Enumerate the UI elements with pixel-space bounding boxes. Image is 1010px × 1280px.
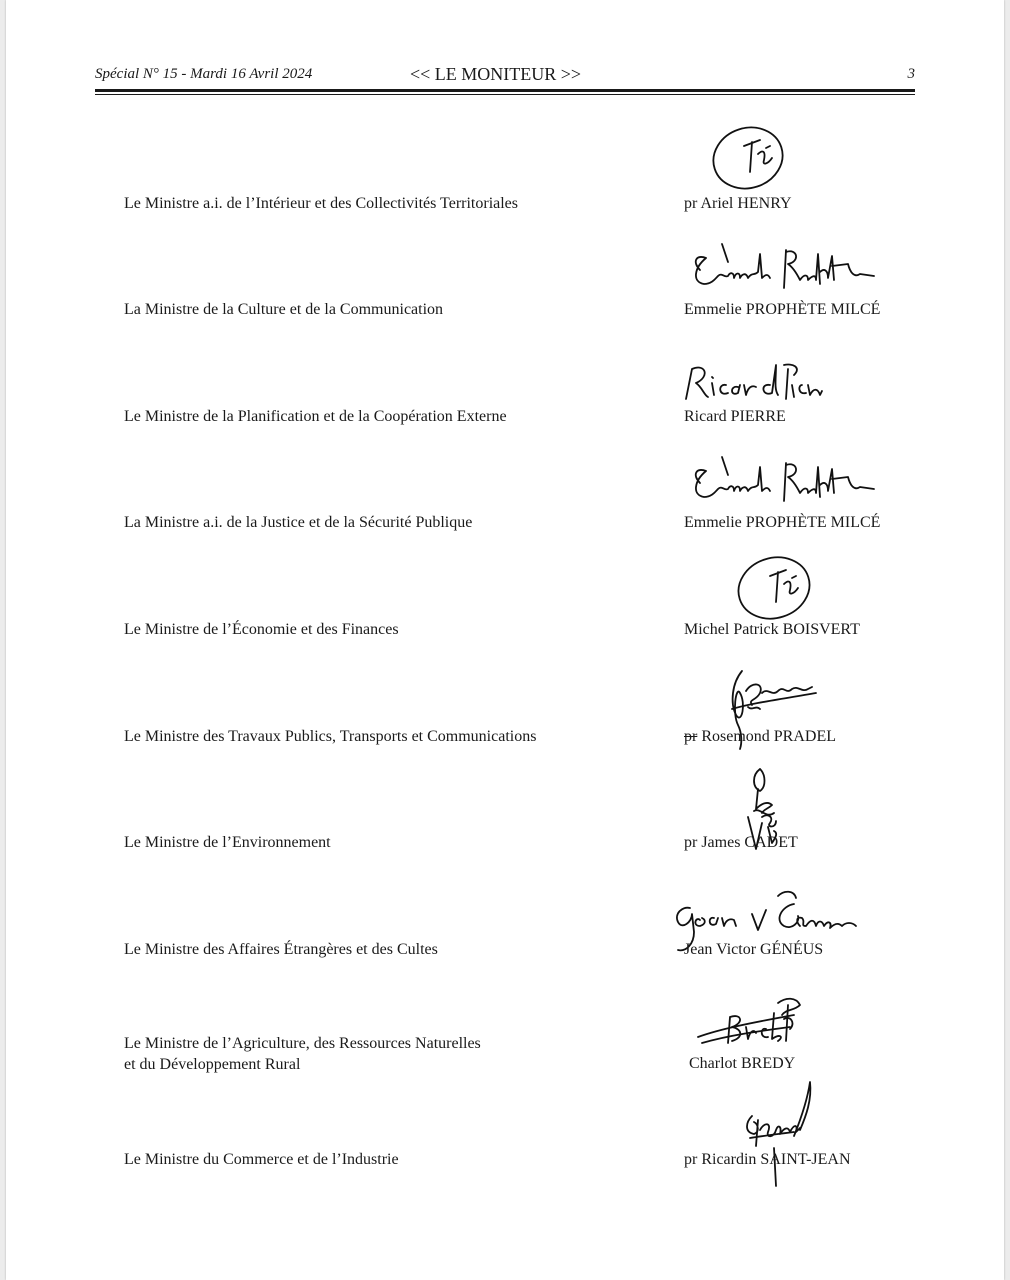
minister-title: Le Ministre de l’Environnement bbox=[124, 834, 331, 851]
minister-title: Le Ministre du Commerce et de l’Industrie bbox=[124, 1151, 399, 1168]
minister-title: Le Ministre de la Planification et de la Coopération Externe bbox=[124, 408, 507, 425]
signature-ricardin-saint-jean bbox=[728, 1076, 818, 1196]
page-number: 3 bbox=[907, 66, 915, 82]
signer-name: pr Ariel HENRY bbox=[684, 195, 792, 212]
signature-emmelie-prophete bbox=[682, 232, 882, 302]
signer-surname: SAINT-JEAN bbox=[760, 1151, 851, 1168]
minister-title-line1: Le Ministre de l’Agriculture, des Ressources Naturelles bbox=[124, 1035, 481, 1052]
signer-name: Charlot BREDY bbox=[689, 1055, 796, 1072]
minister-title: La Ministre a.i. de la Justice et de la Sécurité Publique bbox=[124, 514, 473, 531]
signer-name: Michel Patrick BOISVERT bbox=[684, 621, 860, 638]
minister-title: Le Ministre a.i. de l’Intérieur et des Collectivités Territoriales bbox=[124, 195, 519, 212]
signer-name: pr James CADET bbox=[684, 834, 798, 851]
signature-ariel-henry bbox=[706, 120, 796, 190]
minister-title-line2: et du Développement Rural bbox=[124, 1056, 301, 1073]
signer-prefix: pr Ricardin bbox=[684, 1151, 757, 1168]
signer-name: Emmelie PROPHÈTE MILCÉ bbox=[684, 301, 881, 318]
signer-name bbox=[684, 726, 836, 747]
issue-info: Spécial N° 15 - Mardi 16 Avril 2024 bbox=[95, 66, 313, 82]
signer-name bbox=[684, 1149, 851, 1170]
minister-title: Le Ministre de l’Économie et des Finances bbox=[124, 621, 399, 638]
signer-name: Ricard PIERRE bbox=[684, 408, 786, 425]
minister-title: Le Ministre des Travaux Publics, Transports et Communications bbox=[124, 728, 537, 745]
journal-title: << LE MONITEUR >> bbox=[410, 64, 582, 84]
signer-surname: Rosemond PRADEL bbox=[701, 728, 836, 745]
signature-michel-patrick-boisvert bbox=[732, 550, 822, 620]
header-rule-thick bbox=[95, 89, 915, 92]
signer-name: Jean Victor GÉNÉUS bbox=[684, 941, 824, 958]
header-rule-thin bbox=[95, 94, 915, 95]
signer-prefix: pr bbox=[684, 728, 698, 745]
page-header bbox=[95, 64, 915, 88]
minister-title: Le Ministre des Affaires Étrangères et des Cultes bbox=[124, 941, 438, 958]
signature-emmelie-prophete bbox=[682, 445, 882, 515]
signer-name: Emmelie PROPHÈTE MILCÉ bbox=[684, 514, 881, 531]
minister-title: La Ministre de la Culture et de la Communication bbox=[124, 301, 444, 318]
document-page bbox=[6, 0, 1004, 1280]
